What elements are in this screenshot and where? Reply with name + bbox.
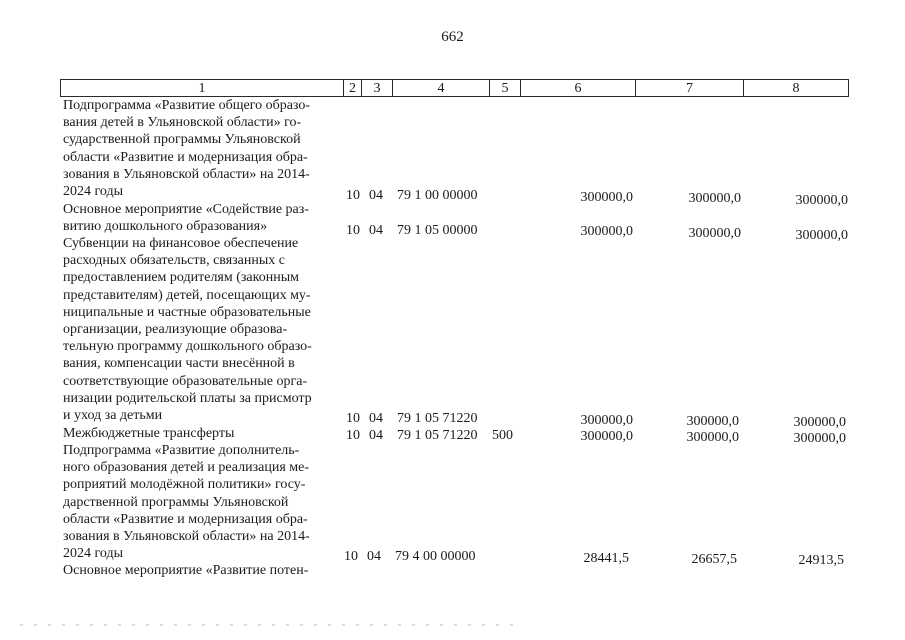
cell-amount-8: 24913,5 bbox=[798, 553, 844, 568]
cell-subsection: 04 bbox=[367, 549, 381, 564]
cell-target-code: 79 1 05 71220 bbox=[397, 428, 478, 443]
desc-line: вания, компенсации части внесённой в bbox=[63, 356, 295, 372]
cell-amount-7: 300000,0 bbox=[688, 191, 741, 206]
table-header bbox=[60, 79, 849, 97]
desc-line: сударственной программы Ульяновской bbox=[63, 132, 301, 148]
row-description bbox=[63, 425, 341, 442]
desc-line: витию дошкольного образования» bbox=[63, 219, 268, 235]
cell-section: 10 bbox=[346, 223, 360, 238]
desc-line: расходных обязательств, связанных с bbox=[63, 253, 285, 269]
header-col-3: 3 bbox=[361, 79, 393, 97]
page-number: 662 bbox=[441, 29, 464, 45]
row-description bbox=[63, 235, 341, 424]
desc-line: роприятий молодёжной политики» госу- bbox=[63, 477, 306, 493]
row-description bbox=[63, 442, 341, 562]
cell-subsection: 04 bbox=[369, 188, 383, 203]
cell-subsection: 04 bbox=[369, 428, 383, 443]
cell-amount-6: 300000,0 bbox=[580, 224, 633, 239]
cell-amount-6: 28441,5 bbox=[583, 551, 629, 566]
cell-target-code: 79 1 05 00000 bbox=[397, 223, 478, 238]
cell-section: 10 bbox=[344, 549, 358, 564]
scan-artifact-divider bbox=[20, 624, 520, 626]
desc-line: 2024 годы bbox=[63, 546, 124, 562]
desc-line: Субвенции на финансовое обеспечение bbox=[63, 236, 299, 251]
desc-line: ного образования детей и реализация ме- bbox=[63, 460, 309, 476]
cell-section: 10 bbox=[346, 411, 360, 426]
cell-amount-7: 300000,0 bbox=[686, 430, 739, 445]
row-description bbox=[63, 97, 341, 200]
desc-line: Подпрограмма «Развитие общего образо- bbox=[63, 98, 311, 113]
desc-line: и уход за детьми bbox=[63, 408, 163, 424]
cell-amount-8: 300000,0 bbox=[795, 193, 848, 208]
cell-section: 10 bbox=[346, 188, 360, 203]
cell-section: 10 bbox=[346, 428, 360, 443]
cell-amount-6: 300000,0 bbox=[580, 429, 633, 444]
desc-line: низации родительской платы за присмотр bbox=[63, 390, 312, 406]
desc-line: тельную программу дошкольного образо- bbox=[63, 339, 312, 355]
cell-amount-8: 300000,0 bbox=[793, 415, 846, 430]
header-col-7: 7 bbox=[635, 79, 744, 97]
header-col-5: 5 bbox=[489, 79, 521, 97]
cell-target-code: 79 4 00 00000 bbox=[395, 549, 476, 564]
cell-subsection: 04 bbox=[369, 411, 383, 426]
desc-line: области «Развитие и модернизация обра- bbox=[63, 149, 308, 165]
header-col-2: 2 bbox=[343, 79, 362, 97]
desc-line: соответствующие образовательные орга- bbox=[63, 373, 308, 389]
header-col-8: 8 bbox=[743, 79, 849, 97]
desc-line: организации, реализующие образова- bbox=[63, 322, 288, 338]
cell-expense-type: 500 bbox=[492, 428, 513, 443]
desc-line: 2024 годы bbox=[63, 184, 124, 200]
desc-line: представителям) детей, посещающих му- bbox=[63, 287, 311, 303]
header-col-6: 6 bbox=[520, 79, 636, 97]
desc-line: вания детей в Ульяновской области» го- bbox=[63, 115, 302, 131]
cell-amount-6: 300000,0 bbox=[580, 190, 633, 205]
row-description bbox=[63, 562, 341, 579]
cell-amount-8: 300000,0 bbox=[795, 228, 848, 243]
desc-line: Межбюджетные трансферты bbox=[63, 426, 235, 441]
desc-line: Основное мероприятие «Содействие раз- bbox=[63, 202, 309, 217]
cell-amount-8: 300000,0 bbox=[793, 431, 846, 446]
cell-amount-7: 300000,0 bbox=[688, 226, 741, 241]
desc-line: области «Развитие и модернизация обра- bbox=[63, 511, 308, 527]
desc-line: Подпрограмма «Развитие дополнитель- bbox=[63, 443, 300, 458]
cell-amount-7: 300000,0 bbox=[686, 414, 739, 429]
row-description bbox=[63, 201, 341, 235]
desc-line: Основное мероприятие «Развитие потен- bbox=[63, 563, 309, 578]
header-col-4: 4 bbox=[392, 79, 490, 97]
desc-line: дарственной программы Ульяновской bbox=[63, 494, 289, 510]
cell-target-code: 79 1 00 00000 bbox=[397, 188, 478, 203]
desc-line: предоставлением родителям (законным bbox=[63, 270, 299, 286]
cell-subsection: 04 bbox=[369, 223, 383, 238]
cell-target-code: 79 1 05 71220 bbox=[397, 411, 478, 426]
desc-line: ниципальные и частные образовательные bbox=[63, 304, 311, 320]
cell-amount-7: 26657,5 bbox=[691, 552, 737, 567]
header-col-1: 1 bbox=[60, 79, 344, 97]
cell-amount-6: 300000,0 bbox=[580, 413, 633, 428]
desc-line: зования в Ульяновской области» на 2014- bbox=[63, 529, 310, 545]
desc-line: зования в Ульяновской области» на 2014- bbox=[63, 166, 310, 182]
